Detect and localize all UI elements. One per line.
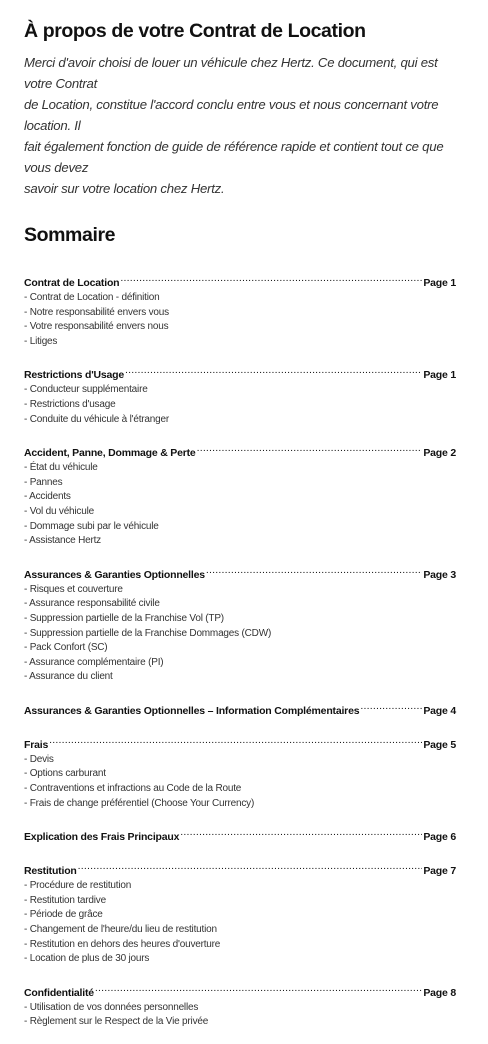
toc-subitem: - Risques et couverture <box>24 583 123 595</box>
toc-subitem: - Frais de change préférentiel (Choose Your Currency) <box>24 797 255 809</box>
toc-section <box>24 563 456 685</box>
toc-subitem: - Suppression partielle de la Franchise Vol (TP) <box>24 612 224 624</box>
toc-page-number: Page 2 <box>423 447 456 460</box>
toc-entry-label: Contrat de Location <box>24 277 120 289</box>
toc-subitem: - Litiges <box>24 335 58 347</box>
toc-page-number: Page 3 <box>423 568 456 581</box>
toc-subitems <box>24 291 456 349</box>
toc-entry-label: Accident, Panne, Dommage & Perte <box>24 447 196 460</box>
toc-entry-label: Restrictions d'Usage <box>24 369 125 382</box>
toc-subitem: - Contrat de Location - définition <box>24 292 160 303</box>
toc-section <box>24 441 456 549</box>
toc-leader-dots <box>360 699 422 714</box>
toc-subitems <box>24 1001 456 1030</box>
toc-page-number: Page 1 <box>423 277 456 289</box>
toc-page-number: Page 6 <box>423 831 456 844</box>
toc-subitem: - Votre responsabilité envers nous <box>24 321 169 333</box>
toc-subitem: - Assurance complémentaire (PI) <box>24 656 164 668</box>
toc-subitem: - Restitution en dehors des heures d'ouverture <box>24 938 221 950</box>
toc-leader-dots <box>180 825 422 840</box>
toc-entry[interactable] <box>24 733 456 753</box>
toc-subitem: - Règlement sur le Respect de la Vie privée <box>24 1016 209 1028</box>
toc-subitems <box>24 583 456 685</box>
toc-entry[interactable] <box>24 825 456 845</box>
toc-leader-dots <box>197 441 423 456</box>
toc-subitem: - Assistance Hertz <box>24 535 101 547</box>
summary-title: Sommaire <box>24 224 116 246</box>
toc-subitem: - Conducteur supplémentaire <box>24 384 148 396</box>
toc-entry-label: Restitution <box>24 865 77 878</box>
toc-subitem: - Utilisation de vos données personnelles <box>24 1001 199 1013</box>
toc-subitems <box>24 753 456 811</box>
page-title: À propos de votre Contrat de Location <box>24 20 366 42</box>
toc-entry-label: Assurances & Garanties Optionnelles – Information Complémentaires <box>24 704 360 717</box>
toc-entry-label: Assurances & Garanties Optionnelles <box>24 568 205 581</box>
toc-subitem: - Changement de l'heure/du lieu de restitution <box>24 924 217 936</box>
toc-entry-label: Explication des Frais Principaux <box>24 831 180 844</box>
toc-section <box>24 699 456 719</box>
toc-section <box>24 981 456 1030</box>
table-of-contents <box>24 271 456 1030</box>
toc-page-number: Page 5 <box>423 738 456 751</box>
toc-subitem: - Pannes <box>24 476 63 488</box>
toc-subitem: - Vol du véhicule <box>24 505 94 517</box>
toc-page-number: Page 4 <box>423 704 456 717</box>
toc-subitems <box>24 879 456 967</box>
toc-subitem: - Conduite du véhicule à l'étranger <box>24 413 170 425</box>
toc-page-number: Page 1 <box>423 369 456 382</box>
toc-subitem: - Devis <box>24 753 54 765</box>
toc-subitems <box>24 461 456 549</box>
toc-leader-dots <box>120 271 422 286</box>
toc-page-number: Page 8 <box>423 986 456 999</box>
toc-leader-dots <box>125 363 422 378</box>
toc-entry[interactable] <box>24 859 456 879</box>
document-page <box>24 18 456 1044</box>
toc-section <box>24 363 456 427</box>
intro-line: Merci d'avoir choisi de louer un véhicule chez Hertz. Ce document, qui est votre Contrat <box>24 55 438 91</box>
toc-leader-dots <box>206 563 422 578</box>
toc-leader-dots <box>49 733 422 748</box>
toc-subitems <box>24 383 456 427</box>
toc-entry-label: Frais <box>24 738 49 751</box>
toc-subitem: - Suppression partielle de la Franchise Dommages (CDW) <box>24 627 272 639</box>
toc-leader-dots <box>95 981 422 996</box>
toc-subitem: - Notre responsabilité envers vous <box>24 306 169 318</box>
toc-subitem: - Restitution tardive <box>24 894 106 906</box>
toc-subitem: - Période de grâce <box>24 909 103 921</box>
toc-subitem: - Dommage subi par le véhicule <box>24 520 159 532</box>
toc-section <box>24 859 456 967</box>
toc-subitem: - Location de plus de 30 jours <box>24 953 150 965</box>
toc-entry[interactable] <box>24 271 456 291</box>
toc-section <box>24 271 456 349</box>
toc-page-number: Page 7 <box>423 865 456 878</box>
toc-entry[interactable] <box>24 981 456 1001</box>
toc-entry[interactable] <box>24 363 456 383</box>
intro-line: de Location, constitue l'accord conclu entre vous et nous concernant votre location. Il <box>24 97 439 133</box>
toc-subitem: - Contraventions et infractions au Code de la Route <box>24 783 242 795</box>
toc-section <box>24 733 456 811</box>
toc-entry[interactable] <box>24 699 456 719</box>
toc-entry[interactable] <box>24 563 456 583</box>
toc-subitem: - Procédure de restitution <box>24 880 132 892</box>
toc-entry-label: Confidentialité <box>24 986 94 999</box>
toc-subitem: - Options carburant <box>24 768 106 780</box>
intro-line: savoir sur votre location chez Hertz. <box>24 181 225 196</box>
intro-line: fait également fonction de guide de référence rapide et contient tout ce que vous devez <box>24 139 444 175</box>
toc-subitem: - Assurance responsabilité civile <box>24 598 160 610</box>
toc-subitem: - Restrictions d'usage <box>24 398 116 410</box>
toc-leader-dots <box>78 859 423 874</box>
toc-subitem: - État du véhicule <box>24 462 98 474</box>
toc-entry[interactable] <box>24 441 456 461</box>
intro-paragraph <box>24 52 456 199</box>
toc-section <box>24 825 456 845</box>
toc-subitem: - Pack Confort (SC) <box>24 642 108 654</box>
toc-subitem: - Accidents <box>24 491 71 503</box>
toc-subitem: - Assurance du client <box>24 671 113 683</box>
